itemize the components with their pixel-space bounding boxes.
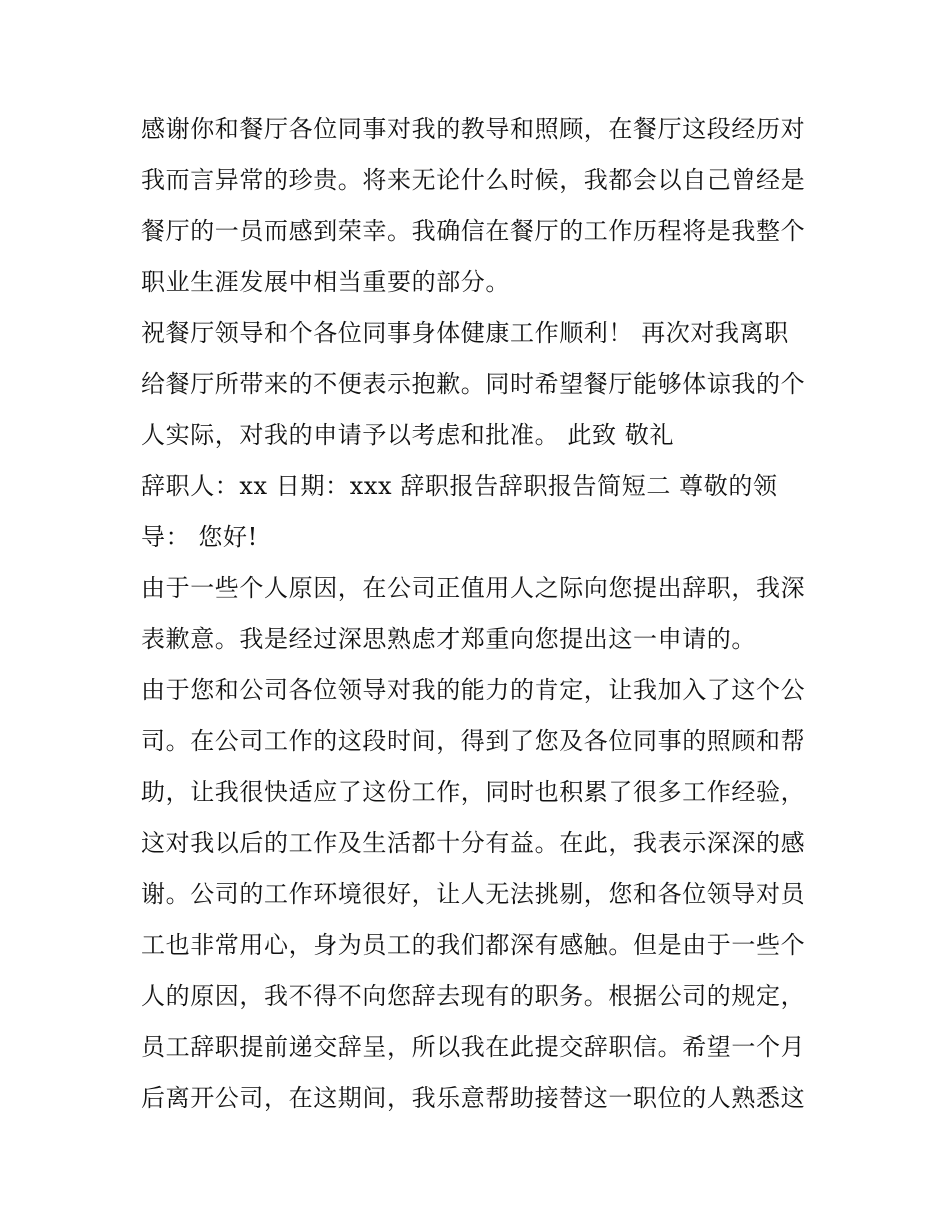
text-line: 由于一些个人原因，在公司正值用人之际向您提出辞职，我深 [141,574,806,602]
text-line: 司。在公司工作的这段时间，得到了您及各位同事的照顾和帮 [141,727,806,755]
text-line: 餐厅的一员而感到荣幸。我确信在餐厅的工作历程将是我整个 [141,217,806,245]
text-line: 谢。公司的工作环境很好，让人无法挑剔，您和各位领导对员 [141,880,806,908]
text-line: 助，让我很快适应了这份工作，同时也积累了很多工作经验， [141,778,806,806]
text-line: 这对我以后的工作及生活都十分有益。在此，我表示深深的感 [141,829,806,857]
text-line: 人的原因，我不得不向您辞去现有的职务。根据公司的规定， [141,982,806,1010]
text-line: 导： 您好! [141,523,258,551]
text-line: 祝餐厅领导和个各位同事身体健康工作顺利！ 再次对我离职 [141,319,789,347]
text-line: 后离开公司，在这期间，我乐意帮助接替这一职位的人熟悉这 [141,1084,806,1112]
text-line: 职业生涯发展中相当重要的部分。 [141,268,510,296]
text-line: 由于您和公司各位领导对我的能力的肯定，让我加入了这个公 [141,676,806,704]
text-line: 感谢你和餐厅各位同事对我的教导和照顾，在餐厅这段经历对 [141,115,806,143]
text-line: 我而言异常的珍贵。将来无论什么时候，我都会以自己曾经是 [141,166,806,194]
text-line: 员工辞职提前递交辞呈，所以我在此提交辞职信。希望一个月 [141,1033,806,1061]
text-line: 辞职人：xx 日期：xxx 辞职报告辞职报告简短二 尊敬的领 [141,472,778,500]
text-line: 工也非常用心，身为员工的我们都深有感触。但是由于一些个 [141,931,806,959]
text-line: 人实际，对我的申请予以考虑和批准。 此致 敬礼 [141,421,675,449]
text-line: 表歉意。我是经过深思熟虑才郑重向您提出这一申请的。 [141,625,756,653]
text-line: 给餐厅所带来的不便表示抱歉。同时希望餐厅能够体谅我的个 [141,370,806,398]
